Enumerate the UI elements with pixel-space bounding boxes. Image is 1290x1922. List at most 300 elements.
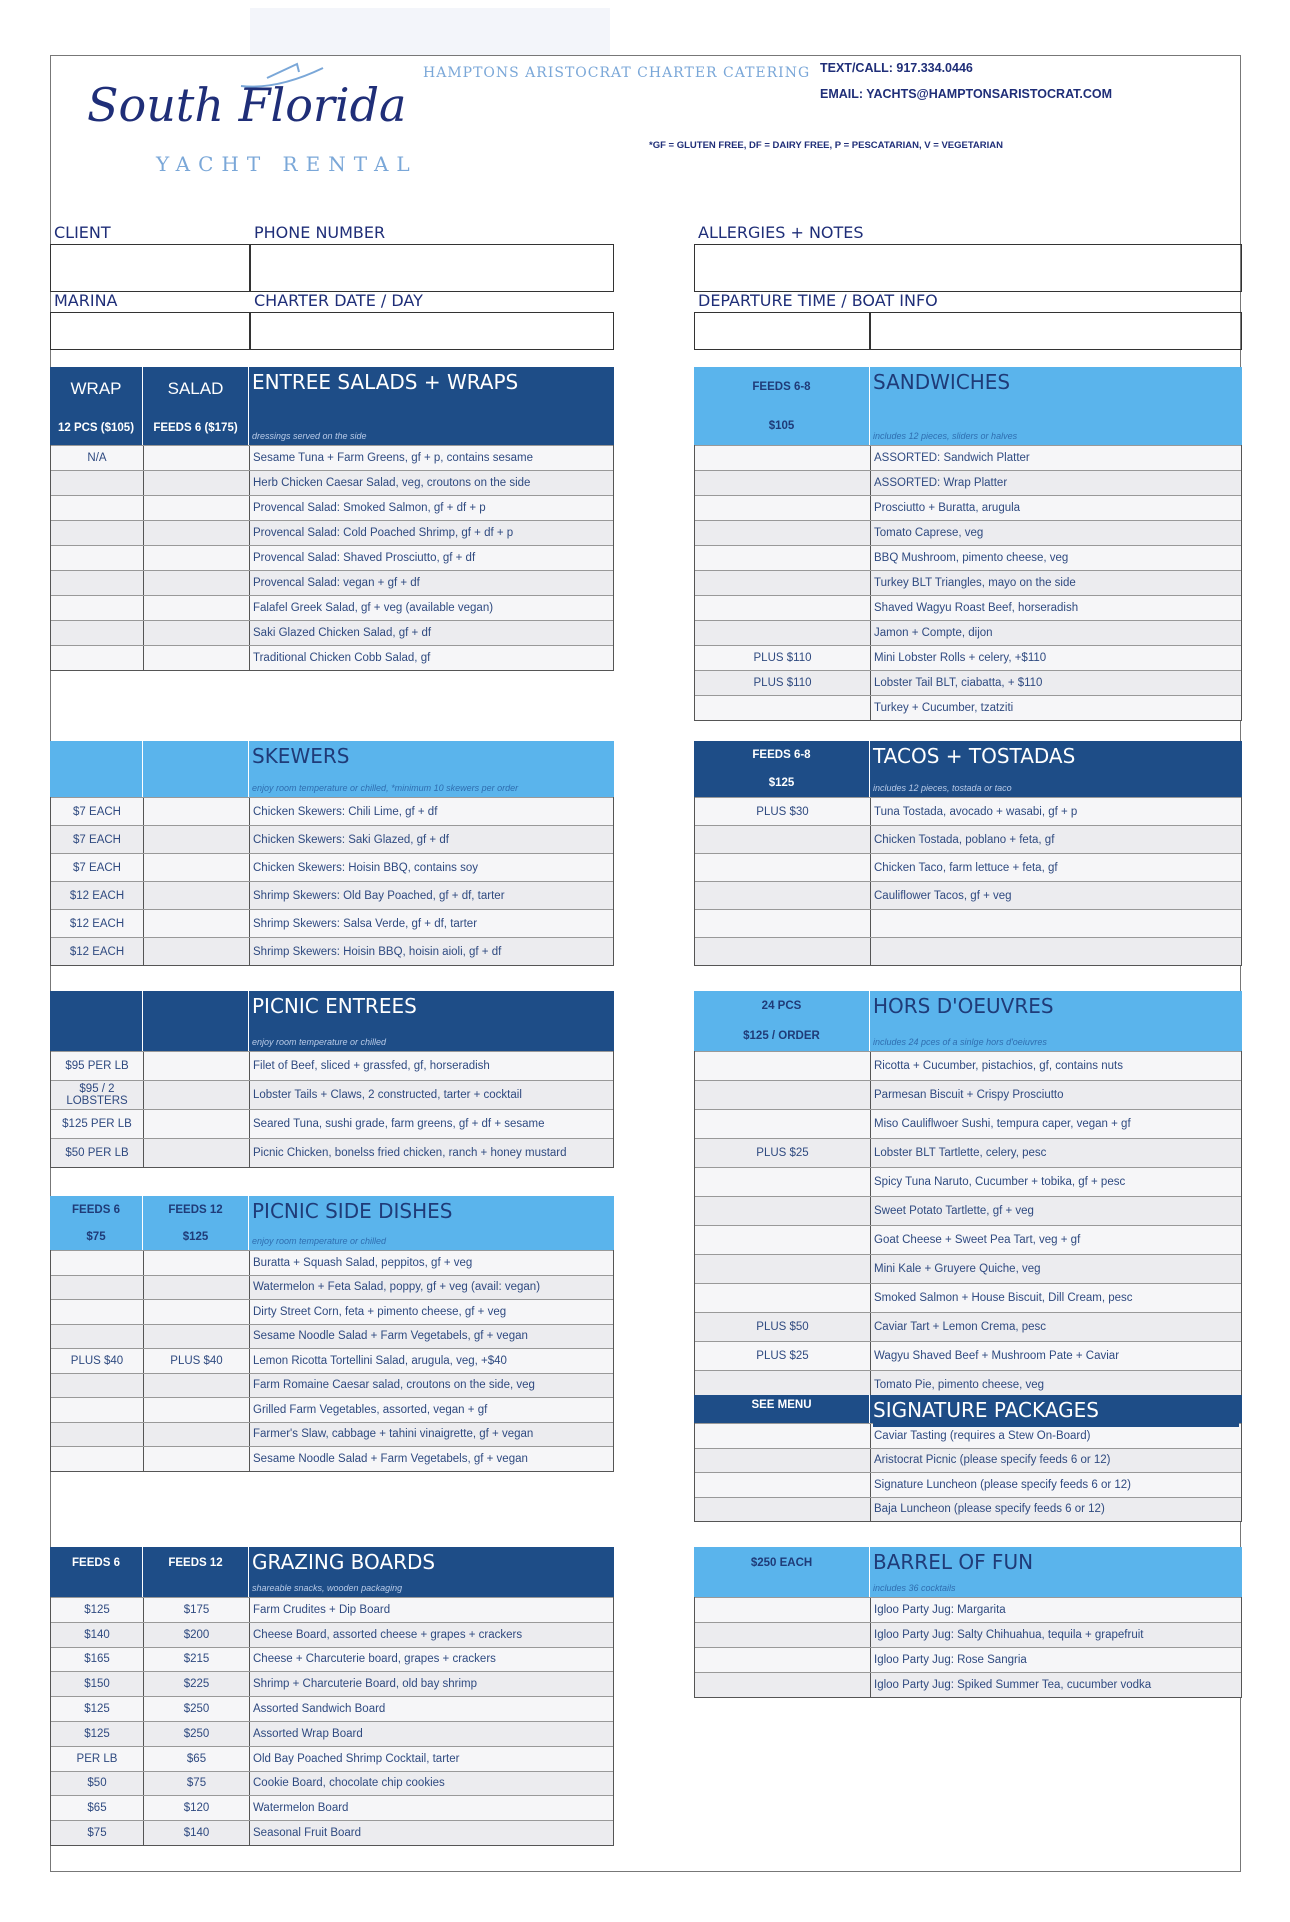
- hors-title-block: [870, 991, 1242, 1051]
- item-name: Jamon + Compte, dijon: [874, 627, 993, 639]
- item-name: Ricotta + Cucumber, pistachios, gf, contains nuts: [874, 1060, 1123, 1072]
- item-price: [51, 546, 144, 570]
- item-name: ASSORTED: Sandwich Platter: [874, 452, 1030, 464]
- item-price: [695, 1498, 871, 1522]
- item-name: Chicken Tostada, poblano + feta, gf: [874, 833, 1055, 846]
- item-price: [144, 1300, 250, 1324]
- hors-header: [694, 991, 1242, 1051]
- item-price: $95 / 2 LOBSTERS: [51, 1081, 144, 1109]
- table-row[interactable]: [51, 1051, 613, 1080]
- item-name: Shrimp + Charcuterie Board, old bay shrimp: [253, 1678, 478, 1691]
- item-price: [695, 854, 871, 881]
- skewers-header-col1: [50, 741, 143, 797]
- grazing-section: [50, 1547, 614, 1846]
- phone-field[interactable]: [250, 244, 614, 292]
- grazing-title-block: [249, 1547, 614, 1597]
- item-price: [695, 1168, 871, 1196]
- marina-field[interactable]: [50, 312, 250, 350]
- item-name: Watermelon Board: [253, 1802, 349, 1815]
- item-price: [144, 798, 250, 825]
- entree-rows: [50, 445, 614, 671]
- item-price: [695, 826, 871, 853]
- table-row[interactable]: [695, 1497, 1241, 1522]
- table-row[interactable]: [51, 1250, 613, 1275]
- table-row[interactable]: [51, 1422, 613, 1447]
- item-name: Sesame Noodle Salad + Farm Vegetabels, gf + vegan: [253, 1330, 528, 1343]
- table-row[interactable]: [695, 1672, 1241, 1697]
- contact-phone: TEXT/CALL: 917.334.0446: [820, 61, 973, 75]
- item-name: Shrimp Skewers: Salsa Verde, gf + df, tarter: [253, 917, 478, 930]
- item-price: [51, 496, 144, 520]
- table-row[interactable]: [51, 1647, 613, 1672]
- table-row[interactable]: [51, 1373, 613, 1398]
- item-name: Cheese + Charcuterie board, grapes + crackers: [253, 1653, 496, 1666]
- item-price: [144, 938, 250, 965]
- table-row[interactable]: [695, 570, 1241, 595]
- item-name: Chicken Skewers: Chili Lime, gf + df: [253, 805, 438, 818]
- table-row[interactable]: [51, 797, 613, 825]
- grazing-header-col2: [143, 1547, 249, 1597]
- table-row[interactable]: [695, 1448, 1241, 1473]
- contact-email: EMAIL: YACHTS@HAMPTONSARISTOCRAT.COM: [820, 87, 1113, 101]
- item-price: $7 EACH: [51, 798, 144, 825]
- item-name: Smoked Salmon + House Biscuit, Dill Cream, pesc: [874, 1292, 1133, 1304]
- sandwiches-rows: [694, 445, 1242, 721]
- item-price: [144, 646, 250, 670]
- table-row[interactable]: [51, 495, 613, 520]
- item-price: [695, 1623, 871, 1647]
- tacos-title-block: [870, 741, 1242, 797]
- tacos-section: [694, 741, 1242, 966]
- table-row[interactable]: [51, 937, 613, 965]
- item-name: Farm Crudites + Dip Board: [253, 1603, 391, 1616]
- sides-section: [50, 1196, 614, 1472]
- sandwiches-section: [694, 367, 1242, 721]
- table-row[interactable]: [695, 1341, 1241, 1370]
- table-row[interactable]: [695, 909, 1241, 937]
- skewers-header-col2: [143, 741, 249, 797]
- sandwiches-header: [694, 367, 1242, 445]
- item-price: [144, 446, 250, 470]
- item-price: [695, 446, 871, 470]
- table-row[interactable]: [51, 1671, 613, 1696]
- grazing-header-col2-line1: FEEDS 12: [168, 1556, 223, 1569]
- table-row[interactable]: [695, 670, 1241, 695]
- table-row[interactable]: [695, 520, 1241, 545]
- item-price: [144, 1251, 250, 1275]
- table-row[interactable]: [695, 797, 1241, 825]
- item-price: $200: [144, 1623, 250, 1647]
- item-price: N/A: [51, 446, 144, 470]
- item-price: [695, 1473, 871, 1497]
- table-row[interactable]: [51, 1080, 613, 1109]
- item-price: $140: [144, 1821, 250, 1845]
- item-name: Provencal Salad: Shaved Prosciutto, gf + df: [253, 552, 476, 564]
- table-row[interactable]: [695, 1283, 1241, 1312]
- skewers-rows: [50, 797, 614, 966]
- picnic-rows: [50, 1051, 614, 1168]
- picnic-header-col2: [143, 991, 249, 1051]
- item-name: Watermelon + Feta Salad, poppy, gf + veg (avail: vegan): [253, 1281, 541, 1294]
- item-name: [871, 938, 1241, 965]
- item-price: $50: [51, 1772, 144, 1796]
- item-price: [51, 1276, 144, 1300]
- tacos-rows: [694, 797, 1242, 966]
- item-price: [144, 854, 250, 881]
- departure-time-field[interactable]: [694, 312, 870, 350]
- phone-label: PHONE NUMBER: [254, 223, 386, 242]
- grazing-subtitle: shareable snacks, wooden packaging: [252, 1581, 611, 1595]
- item-name: Sesame Tuna + Farm Greens, gf + p, contains sesame: [253, 452, 533, 464]
- item-name: Caviar Tart + Lemon Crema, pesc: [874, 1321, 1047, 1333]
- item-price: PLUS $40: [51, 1349, 144, 1373]
- item-name: Tomato Caprese, veg: [874, 527, 984, 539]
- table-row[interactable]: [695, 1080, 1241, 1109]
- item-name: Baja Luncheon (please specify feeds 6 or 12): [874, 1503, 1105, 1516]
- item-price: $75: [51, 1821, 144, 1845]
- item-name: Caviar Tasting (requires a Stew On-Board): [874, 1429, 1091, 1442]
- table-row[interactable]: [51, 1622, 613, 1647]
- table-row[interactable]: [51, 445, 613, 470]
- grazing-header-col1-line1: FEEDS 6: [72, 1556, 120, 1569]
- signature-subtitle: [873, 1423, 1239, 1427]
- table-row[interactable]: [695, 1472, 1241, 1497]
- table-row[interactable]: [51, 1446, 613, 1471]
- item-price: $150: [51, 1672, 144, 1696]
- client-label: CLIENT: [54, 223, 111, 242]
- table-row[interactable]: [51, 1746, 613, 1771]
- sides-header-col1: [50, 1196, 143, 1250]
- table-row[interactable]: [51, 1138, 613, 1167]
- item-price: [695, 1197, 871, 1225]
- sides-header-col2: [143, 1196, 249, 1250]
- item-price: $12 EACH: [51, 938, 144, 965]
- item-price: $7 EACH: [51, 826, 144, 853]
- entree-subtitle: dressings served on the side: [252, 429, 611, 443]
- table-row[interactable]: [695, 445, 1241, 470]
- table-row[interactable]: [695, 620, 1241, 645]
- item-price: [51, 596, 144, 620]
- skewers-section: [50, 741, 614, 966]
- grazing-header: [50, 1547, 614, 1597]
- item-price: [144, 1325, 250, 1349]
- table-row[interactable]: [51, 1397, 613, 1422]
- item-name: Assorted Wrap Board: [253, 1727, 363, 1740]
- item-price: [144, 1447, 250, 1471]
- item-price: [144, 546, 250, 570]
- table-row[interactable]: [695, 470, 1241, 495]
- item-price: $120: [144, 1796, 250, 1820]
- sandwiches-header-col1: [694, 367, 870, 445]
- signature-rows: [694, 1423, 1242, 1522]
- item-price: $175: [144, 1598, 250, 1622]
- picnic-header-col1: [50, 991, 143, 1051]
- item-name: Mini Kale + Gruyere Quiche, veg: [874, 1263, 1041, 1275]
- table-row[interactable]: [51, 1795, 613, 1820]
- item-name: Spicy Tuna Naruto, Cucumber + tobika, gf + pesc: [874, 1176, 1126, 1188]
- sides-header-col1-line2: $75: [86, 1230, 106, 1243]
- sides-subtitle: enjoy room temperature or chilled: [252, 1236, 387, 1246]
- item-price: [695, 546, 871, 570]
- item-price: [695, 1598, 871, 1622]
- item-price: PLUS $110: [695, 646, 871, 670]
- item-price: $125: [51, 1722, 144, 1746]
- item-price: [695, 1255, 871, 1283]
- barrel-title-block: [870, 1547, 1242, 1597]
- signature-header: [694, 1395, 1242, 1423]
- item-name: Assorted Sandwich Board: [253, 1703, 386, 1716]
- sandwiches-subtitle: includes 12 pieces, sliders or halves: [873, 431, 1018, 441]
- item-price: [695, 1226, 871, 1254]
- charter-date-field[interactable]: [250, 312, 614, 350]
- item-price: [695, 1648, 871, 1672]
- item-name: Falafel Greek Salad, gf + veg (available vegan): [253, 602, 494, 614]
- table-row[interactable]: [695, 595, 1241, 620]
- item-price: [144, 1398, 250, 1422]
- table-row[interactable]: [51, 595, 613, 620]
- item-name: Seasonal Fruit Board: [253, 1827, 362, 1840]
- item-name: Old Bay Poached Shrimp Cocktail, tarter: [253, 1752, 460, 1765]
- item-name: Shaved Wagyu Roast Beef, horseradish: [874, 602, 1079, 614]
- item-price: [695, 521, 871, 545]
- table-row[interactable]: [695, 1138, 1241, 1167]
- entree-title-block: [249, 367, 614, 445]
- item-price: $215: [144, 1648, 250, 1672]
- table-row[interactable]: [51, 1324, 613, 1349]
- table-row[interactable]: [695, 1254, 1241, 1283]
- skewers-header: [50, 741, 614, 797]
- item-name: Tomato Pie, pimento cheese, veg: [874, 1379, 1045, 1391]
- departure-label: DEPARTURE TIME / BOAT INFO: [698, 291, 938, 310]
- marina-label: MARINA: [54, 291, 118, 310]
- item-price: [695, 1449, 871, 1473]
- sides-title-block: [249, 1196, 614, 1250]
- table-row[interactable]: [51, 1820, 613, 1845]
- table-row[interactable]: [51, 645, 613, 670]
- barrel-header-col1-line1: $250 EACH: [750, 1556, 813, 1569]
- item-name: Filet of Beef, sliced + grassfed, gf, horseradish: [253, 1060, 490, 1072]
- item-price: [51, 571, 144, 595]
- item-name: Seared Tuna, sushi grade, farm greens, gf + df + sesame: [253, 1118, 545, 1130]
- client-field[interactable]: [50, 244, 250, 292]
- barrel-header: [694, 1547, 1242, 1597]
- item-price: [144, 882, 250, 909]
- item-name: Wagyu Shaved Beef + Mushroom Pate + Caviar: [874, 1350, 1120, 1362]
- barrel-subtitle: includes 36 cocktails: [873, 1583, 956, 1593]
- table-row[interactable]: [695, 881, 1241, 909]
- item-price: $250: [144, 1697, 250, 1721]
- table-row[interactable]: [51, 620, 613, 645]
- table-row[interactable]: [695, 937, 1241, 965]
- table-row[interactable]: [51, 1299, 613, 1324]
- entree-header-col1-line1: WRAP: [70, 378, 122, 398]
- item-price: [51, 1374, 144, 1398]
- item-price: [144, 596, 250, 620]
- barrel-header-col1: [694, 1547, 870, 1597]
- table-row[interactable]: [695, 1647, 1241, 1672]
- hors-subtitle: includes 24 pces of a sinlge hors d'oeiuvres: [873, 1037, 1047, 1047]
- brand-script: South Florida: [87, 78, 407, 132]
- item-name: Grilled Farm Vegetables, assorted, vegan + gf: [253, 1403, 488, 1416]
- entree-header-col1: [50, 367, 143, 445]
- item-price: [144, 826, 250, 853]
- contact-block: [820, 55, 1112, 107]
- boat-info-field[interactable]: [870, 312, 1242, 350]
- item-name: Saki Glazed Chicken Salad, gf + df: [253, 627, 432, 639]
- item-price: $125: [51, 1697, 144, 1721]
- brand-sub: YACHT RENTAL: [156, 152, 418, 176]
- table-row[interactable]: [51, 1275, 613, 1300]
- sandwiches-header-col1-line1: FEEDS 6-8: [752, 380, 811, 393]
- item-price: [144, 521, 250, 545]
- item-price: [51, 646, 144, 670]
- item-name: Shrimp Skewers: Hoisin BBQ, hoisin aioli, gf + df: [253, 945, 502, 958]
- table-row[interactable]: [51, 853, 613, 881]
- item-price: $65: [51, 1796, 144, 1820]
- table-row[interactable]: [695, 1312, 1241, 1341]
- item-name: Provencal Salad: vegan + gf + df: [253, 577, 420, 589]
- table-row[interactable]: [51, 470, 613, 495]
- item-price: PLUS $50: [695, 1313, 871, 1341]
- table-row[interactable]: [51, 520, 613, 545]
- item-name: Picnic Chicken, bonelss fried chicken, ranch + honey mustard: [253, 1147, 567, 1159]
- item-name: Mini Lobster Rolls + celery, +$110: [874, 652, 1047, 664]
- item-price: [695, 621, 871, 645]
- item-price: $50 PER LB: [51, 1139, 144, 1167]
- item-name: Aristocrat Picnic (please specify feeds 6 or 12): [874, 1454, 1111, 1467]
- table-row[interactable]: [51, 825, 613, 853]
- item-price: $250: [144, 1722, 250, 1746]
- sides-header-col1-line1: FEEDS 6: [72, 1203, 120, 1216]
- item-name: Herb Chicken Caesar Salad, veg, croutons on the side: [253, 477, 531, 489]
- barrel-rows: [694, 1597, 1242, 1698]
- charter-date-label: CHARTER DATE / DAY: [254, 291, 423, 310]
- table-row[interactable]: [51, 909, 613, 937]
- skewers-subtitle: enjoy room temperature or chilled, *minimum 10 skewers per order: [252, 783, 519, 793]
- table-row[interactable]: [695, 695, 1241, 720]
- sides-header: [50, 1196, 614, 1250]
- sides-header-col2-line2: $125: [182, 1230, 209, 1243]
- table-row[interactable]: [51, 570, 613, 595]
- table-row[interactable]: [695, 853, 1241, 881]
- hors-header-col1: [694, 991, 870, 1051]
- entree-header-col1-line2: 12 PCS ($105): [57, 421, 135, 434]
- item-price: [144, 1081, 250, 1109]
- tacos-header-col1: [694, 741, 870, 797]
- item-name: Traditional Chicken Cobb Salad, gf: [253, 652, 431, 664]
- item-price: $225: [144, 1672, 250, 1696]
- item-name: Chicken Skewers: Hoisin BBQ, contains soy: [253, 861, 478, 874]
- entree-header-col2: [143, 367, 249, 445]
- item-price: $12 EACH: [51, 910, 144, 937]
- item-price: [51, 621, 144, 645]
- item-name: Provencal Salad: Smoked Salmon, gf + df + p: [253, 502, 486, 514]
- item-name: Lobster Tails + Claws, 2 constructed, tarter + cocktail: [253, 1089, 522, 1101]
- item-name: Tuna Tostada, avocado + wasabi, gf + p: [874, 805, 1078, 818]
- tacos-title: TACOS + TOSTADAS: [873, 744, 1076, 768]
- sides-title: PICNIC SIDE DISHES: [252, 1199, 453, 1223]
- skewers-title: SKEWERS: [252, 744, 350, 768]
- item-price: [695, 571, 871, 595]
- item-price: $75: [144, 1772, 250, 1796]
- picnic-header: [50, 991, 614, 1051]
- item-price: [695, 696, 871, 720]
- table-row[interactable]: [51, 1597, 613, 1622]
- item-price: [695, 1110, 871, 1138]
- item-name: Shrimp Skewers: Old Bay Poached, gf + df, tarter: [253, 889, 505, 902]
- table-row[interactable]: [695, 1622, 1241, 1647]
- item-price: [695, 496, 871, 520]
- picnic-title: PICNIC ENTREES: [252, 994, 417, 1018]
- item-name: [871, 910, 1241, 937]
- item-price: PLUS $25: [695, 1139, 871, 1167]
- allergies-field[interactable]: [694, 244, 1242, 292]
- item-price: [144, 496, 250, 520]
- table-row[interactable]: [695, 1225, 1241, 1254]
- brand-logo: [87, 60, 432, 176]
- barrel-section: [694, 1547, 1242, 1698]
- table-row[interactable]: [695, 825, 1241, 853]
- table-row[interactable]: [51, 1696, 613, 1721]
- table-row[interactable]: [695, 645, 1241, 670]
- table-row[interactable]: [695, 1597, 1241, 1622]
- table-row[interactable]: [695, 545, 1241, 570]
- item-price: [695, 910, 871, 937]
- table-row[interactable]: [51, 545, 613, 570]
- signature-title: SIGNATURE PACKAGES: [873, 1398, 1099, 1422]
- item-name: Goat Cheese + Sweet Pea Tart, veg + gf: [874, 1234, 1081, 1246]
- table-row[interactable]: [51, 1109, 613, 1138]
- item-price: [144, 1374, 250, 1398]
- grazing-rows: [50, 1597, 614, 1846]
- item-name: Igloo Party Jug: Spiked Summer Tea, cucumber vodka: [874, 1679, 1152, 1691]
- item-price: [51, 1325, 144, 1349]
- item-name: Lobster BLT Tartlette, celery, pesc: [874, 1147, 1047, 1159]
- sides-rows: [50, 1250, 614, 1472]
- tacos-header-col1-line1: FEEDS 6-8: [752, 749, 811, 761]
- tacos-header: [694, 741, 1242, 797]
- item-price: [51, 1300, 144, 1324]
- hors-rows: [694, 1051, 1242, 1400]
- table-row[interactable]: [695, 1196, 1241, 1225]
- item-price: [144, 1423, 250, 1447]
- table-row[interactable]: [51, 1771, 613, 1796]
- entree-title: ENTREE SALADS + WRAPS: [252, 370, 519, 394]
- item-name: Buratta + Squash Salad, peppitos, gf + veg: [253, 1256, 473, 1269]
- diet-legend: *GF = GLUTEN FREE, DF = DAIRY FREE, P = PESCATARIAN, V = VEGETARIAN: [649, 140, 1004, 151]
- table-row[interactable]: [695, 495, 1241, 520]
- item-name: Lobster Tail BLT, ciabatta, + $110: [874, 677, 1043, 689]
- table-row[interactable]: [695, 1051, 1241, 1080]
- item-name: Igloo Party Jug: Margarita: [874, 1604, 1006, 1616]
- item-price: [51, 1251, 144, 1275]
- item-price: PLUS $25: [695, 1342, 871, 1370]
- table-row[interactable]: [695, 1167, 1241, 1196]
- picnic-subtitle: enjoy room temperature or chilled: [252, 1035, 611, 1049]
- sides-header-col2-line1: FEEDS 12: [168, 1203, 223, 1216]
- table-row[interactable]: [51, 1348, 613, 1373]
- table-row[interactable]: [51, 881, 613, 909]
- item-price: [144, 1139, 250, 1167]
- table-row[interactable]: [51, 1721, 613, 1746]
- item-name: Cookie Board, chocolate chip cookies: [253, 1777, 445, 1790]
- item-name: Igloo Party Jug: Rose Sangria: [874, 1654, 1027, 1666]
- signature-section: [694, 1395, 1242, 1522]
- tacos-header-col1-line2: $125: [768, 777, 795, 789]
- item-name: Prosciutto + Buratta, arugula: [874, 502, 1021, 514]
- table-row[interactable]: [695, 1109, 1241, 1138]
- entree-header-col2-line1: SALAD: [167, 378, 224, 398]
